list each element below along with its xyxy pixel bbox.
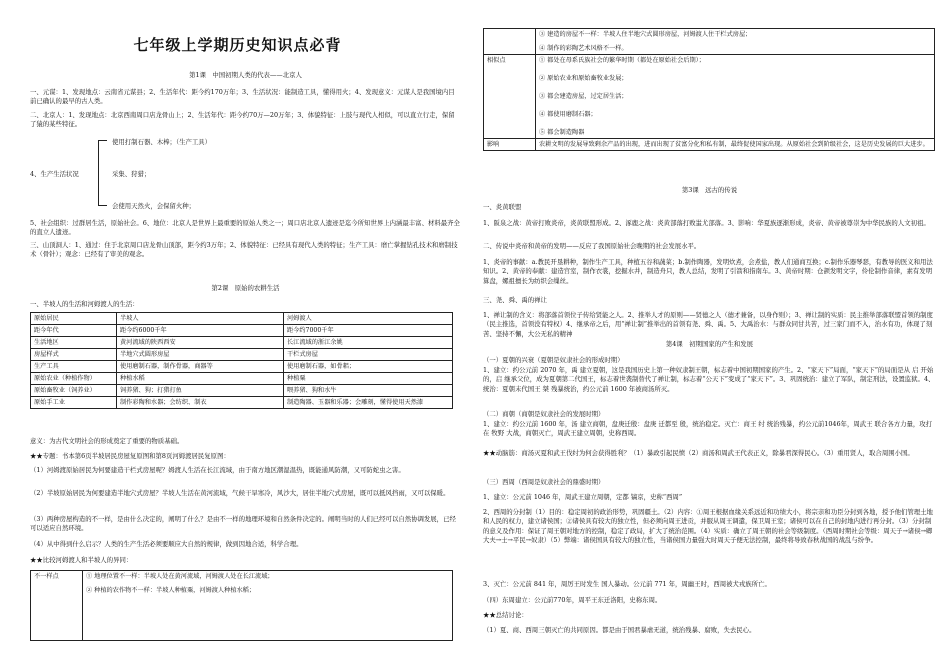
table-cell: 生活地区	[31, 337, 117, 349]
lesson3-section-2: 二、传说中炎帝和黄帝的发明——反应了我国原始社会晚期的社会发展水平。	[483, 242, 701, 250]
page-title: 七年级上学期历史知识点必背	[133, 36, 342, 54]
table-cell: 种植水稻	[117, 373, 284, 385]
lesson4-heading: 第4课 初期国家的产生和发展	[665, 340, 754, 348]
right-column	[475, 0, 950, 672]
list-item: ② 种植的农作物不一样：半坡人种植粟，河姆渡人种植水稻；	[86, 587, 256, 594]
table-cell: 制造陶器、玉器和乐器；会雕刻，懂得使用天然漆	[284, 397, 453, 409]
comparison-table	[30, 312, 453, 409]
table-cell: 种植粟	[284, 373, 453, 385]
table-cell: 房屋样式	[31, 349, 117, 361]
lesson3-battles: 1、阪泉之战：黄帝打败炎帝，炎黄联盟形成。2、涿鹿之战：炎黄部落打败蚩尤部落。3、影响：华夏族逐渐形成，炎帝、黄帝被尊崇为中华民族的人文初祖。	[483, 219, 930, 227]
table-cell: 饲养猪、狗；打猎打鱼	[117, 385, 284, 397]
lesson2-heading: 第2课 原始的农耕生活	[211, 284, 280, 292]
table-cell: 长江流域的浙江余姚	[284, 337, 453, 349]
table-cell: 制作彩陶和水器；会纺织、制衣	[117, 397, 284, 409]
summary-heading: ★★总结讨论：	[483, 611, 528, 619]
lesson1-shandingdong: 三、山顶洞人：1、通过：住于北京周口店龙骨山顶部，距今约3万年；2、体貌特征：已经具有现代人类的特征；生产工具：磨亡掌握钻孔技术和磨制技术（骨针）；观念：已经有了审美的观念。	[30, 241, 458, 259]
table-row	[31, 373, 453, 385]
life-bracket	[98, 140, 107, 206]
life-label: 4、生产生活状况	[30, 170, 79, 178]
list-item: ④ 制作的彩陶艺术风格不一样。	[539, 45, 628, 52]
similarity-table	[483, 28, 935, 151]
life-item-gathering: 采集、狩猎；	[112, 170, 151, 178]
western-zhou-heading: （三）西周（西周是奴隶社会的鼎盛时期）	[483, 478, 605, 486]
shang-text: 1、建立：约公元前 1600 年，汤 建立商朝，盘庚迁殷：盘庚 迁都至 殷，统治稳定。灭亡：商王 纣 统治残暴，约公元前1046年，周武王 联合各方力量，攻打在 牧野 大战，商朝灭亡，周武王建立周朝，史称西周。	[483, 420, 933, 438]
lesson1-beijing: 二、北京人：1、发现地点：北京西南周口店龙骨山上；2、生活年代：距今约70万—20万年；3、体貌特征：上肢与现代人相似，可以直立行走，保留了猿的某些特征。	[30, 111, 455, 129]
list-item: ① 都处在母系氏族社会的繁华时期（都处在原始社会后期）；	[539, 57, 705, 64]
table-row	[484, 29, 935, 55]
table-header-cell: 半坡人	[117, 313, 284, 325]
table-cell: 黄河流域的陕西西安	[117, 337, 284, 349]
table-cell: 原始畜牧业（饲养业）	[31, 385, 117, 397]
table-cell	[536, 55, 935, 139]
table-cell: 使用磨制石器，制作骨器，商器等	[117, 361, 284, 373]
table-cell: 不一样点	[31, 571, 83, 641]
lesson2-subheading: 一、半坡人的生活和河姆渡人的生活：	[30, 300, 139, 308]
table-cell: 喂养猪、狗和水牛	[284, 385, 453, 397]
lesson2-think-heading: ★★专题：书本第6页半坡居民房屋复原图和第8页河姆渡居民复原图：	[30, 452, 230, 460]
table-cell: 使用磨制石器，如骨耜；	[284, 361, 453, 373]
table-cell: 距今约7000千年	[284, 325, 453, 337]
lesson2-question-4: （4）从中得到什么启示？人类的生产生活必须要顺应大自然的规律，做到因地合适，科学合理。	[30, 540, 303, 548]
life-item-fire: 会使用天然火，会保留火种；	[112, 202, 196, 210]
table-cell: 原始农业（种植作物）	[31, 373, 117, 385]
table-header-row	[31, 313, 453, 325]
list-item: ③ 都会建造房屋，过定居生活；	[539, 93, 628, 100]
lesson1-yuanmou: 一、元谋：1、发现地点：云南省元谋县；2、生活年代：距今约170万年；3、生活状况：能制造工具，懂得用火；4、发现意义：元谋人是我国境内目前已确认的最早的古人类。	[30, 88, 455, 106]
compare-heading: ★★比较河姆渡人和半坡人的异同：	[30, 556, 133, 564]
lesson2-note: 意义：为古代文明社会的形成奠定了重要的物质基础。	[30, 437, 184, 445]
table-cell: 干栏式房屋	[284, 349, 453, 361]
table-row	[31, 349, 453, 361]
table-row	[31, 385, 453, 397]
list-item: ③ 建造的房屋不一样：半坡人住半地穴式圆形房屋，河姆渡人住干栏式房屋；	[539, 31, 752, 38]
table-row	[31, 397, 453, 409]
table-cell: 距今年代	[31, 325, 117, 337]
lesson3-heading: 第3课 远古的传说	[681, 186, 738, 194]
table-cell: 生产工具	[31, 361, 117, 373]
table-row	[31, 571, 453, 641]
shang-heading: （二）商朝（商朝是奴隶社会的发展时期）	[483, 410, 605, 418]
table-cell: 半地穴式圆形房屋	[117, 349, 284, 361]
lesson1-heading: 第1课 中国初期人类的代表——北京人	[189, 71, 302, 79]
eastern-zhou-text: （四）东周建立：公元前770年，周平王东迁洛阳，史称东周。	[483, 596, 662, 604]
difference-table	[30, 570, 453, 641]
enfeoffment-text: 2、西周的分封制（1）目的：稳定周初的政治形势，巩固疆土。（2）内容：①周王根据血缘关系远近和功绩大小，将宗亲和功臣分封到各地，授予他们管理土地和人民的权力，建立诸侯国；②诸侯具有较大的独立性，但必须向周王进贡，并服从周王调遣，保卫周王室；诸侯可以在自己的封地内进行再分封。（3）分封制的意义及作用：保证了周王朝对地方的控制，稳定了政局，扩大了统治范围。（4）实质：确立了周王朝的社会等级制度。（西周时期社会等级：周天子→诸侯→卿大夫→士→平民→奴隶）（5）弊端：诸侯国具有较大的独立性，当诸侯国力量强大时周天子便无法控制，最终将导致春秋战国的战乱与纷争。	[483, 508, 933, 545]
western-zhou-fall: 3、灭亡：公元前 841 年，周厉王时发生 国人暴动。公元前 771 年，周幽王时，西周被犬戎族所亡。	[483, 580, 771, 588]
list-item: ④ 都使用磨制石器；	[539, 111, 597, 118]
lesson1-society: 5、社会组织：过群居生活，原始社会。6、地位：北京人是世界上最重要的原始人类之一；周口店北京人遗迹是迄今所知世界上内涵最丰富、材料最齐全的直立人遗迹。	[30, 219, 460, 237]
list-item: ⑤ 都会制造陶器	[539, 129, 585, 136]
table-cell: 原始手工业	[31, 397, 117, 409]
table-header-cell: 河姆渡人	[284, 313, 453, 325]
lesson2-question-2: （2）半坡原始居民为何要建造半地穴式房屋？半坡人生活在黄河流域，气候干旱寒冷，风沙大，居住半地穴式房屋，既可以抵风挡雨，又可以保暖。	[30, 489, 450, 497]
table-cell	[83, 571, 453, 641]
lesson2-question-1: （1）河姆渡原始居民为何要建造干栏式房屋呢？姆渡人生活在长江流域，由于南方地区潮湿温热，既能通风防潮，又可防蛇虫之害。	[30, 466, 405, 474]
table-cell	[484, 29, 536, 55]
table-row	[484, 55, 935, 139]
lesson3-section-1: 一、炎黄联盟	[483, 203, 522, 211]
table-cell: 距今约6000千年	[117, 325, 284, 337]
list-item: ② 原始农业和原始畜牧业发展；	[539, 75, 628, 82]
think-question: ★★动脑筋：商汤灭夏和武王伐纣为何会获得胜利？（1）暴政引起民愤（2）商汤和周武王代表正义，除暴君深得民心。（3）重用贤人，取合周围小国。	[483, 449, 914, 457]
table-cell	[536, 29, 935, 55]
lesson2-question-3: （3）两种房屋构造的不一样，是由什么决定的，阐明了什么？是由不一样的地理环境和自然条件决定的。阐明当时的人们已经可以自然协调发展，已经可以适应自然环境。	[30, 515, 456, 533]
xia-heading: （一）夏朝的兴衰（夏朝是奴隶社会的形成时期）	[483, 356, 624, 364]
table-row	[31, 325, 453, 337]
xia-text: 1、建立：约公元前 2070 年，禹 建立夏朝，这是我国历史上第一种奴隶制王朝，标志着中国初期国家的产生。2、“家天下”局面，“家天下”的局面是从 启 开始的，启 继承父位，成为夏朝第二代国王，标志着世袭制替代了禅让制，标志着“公天下”变成了“家天下”。3、巩固统治：建立了军队，制定刑法，设置监狱。4、统治：夏朝末代国王 桀 残暴统治，约公元前 1600 年被商汤所灭。	[483, 366, 935, 393]
lesson3-inventions: 1、炎帝的事献：a.教民开垦耕种，制作生产工具，种植五谷和蔬菜；b.制作陶器，发明炊煮，会煮盐，教人们通商互换；c.制作乐器琴瑟，有教导的医义和用法知识。2、黄帝的奉献：建造宫室，制作衣裳，挖掘水井，制造舟只，教人总结，发明了引箭和指南车。3、黄帝时期：仓颉发明文字，伶伦制作音律，素有发明算盘，嫘祖擅长为纺织会缫丝。	[483, 258, 933, 285]
lesson3-section-3: 三、尧、舜、禹的禅让	[483, 296, 547, 304]
table-row	[31, 337, 453, 349]
table-row	[31, 361, 453, 373]
table-cell: 农耕文明的发展导致剩余产品的出现，进而出现了贫富分化和私有制，最终促使国家出现。从原始社会到阶级社会，这是历史发展的巨大进步。	[536, 139, 935, 151]
life-item-tools: 使用打制石器、木棒；（生产工具）	[112, 138, 212, 146]
table-cell: 影响	[484, 139, 536, 151]
table-cell: 相似点	[484, 55, 536, 139]
table-header-cell: 原始居民	[31, 313, 117, 325]
summary-text: （1）夏、商、西周三朝灭亡的共同原因。都是由于国君暴虐无道，统治残暴、腐败，失去民心。	[483, 626, 756, 634]
list-item: ① 地理位置不一样：半坡人处在黄河流域，河姆渡人处在长江流域；	[86, 573, 274, 580]
western-zhou-founding: 1、建立：公元前 1046 年，周武王建立周朝，定都 镐京，史称“西周”	[483, 493, 683, 501]
lesson3-abdication: 1、禅让制的含义：将部落首领位子传给贤能之人。2、推举人才的原则——贤德之人（德才兼备，以身作则）；3、禅让制的实质：民主推举部落联盟首领的制度（民主推选，首领没有特权）4、继承帝之后，用“禅让制”推举出的首领有尧、舜、禹。5、大禹治水：与群众同甘共苦，过三家门而不入，治水有功，体现了刻苦、坚持不懈，大公无私的精神	[483, 311, 933, 338]
table-row	[484, 139, 935, 151]
